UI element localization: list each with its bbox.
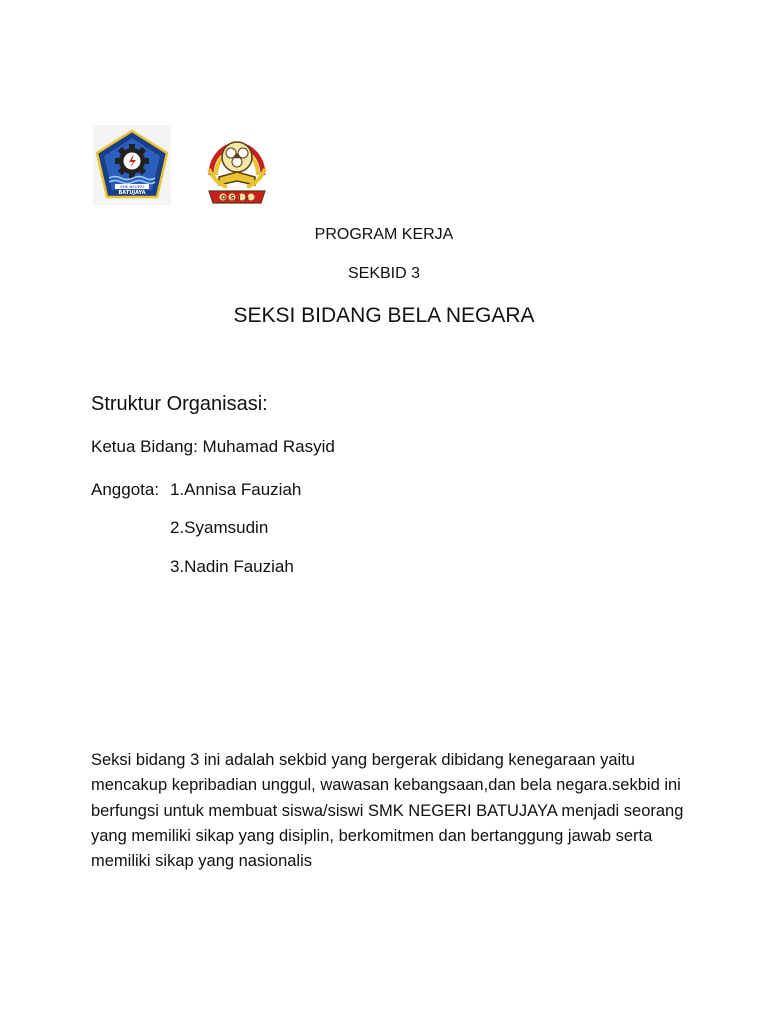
program-kerja-heading: PROGRAM KERJA [314, 226, 454, 243]
osis-logo-text: OSIS [221, 194, 253, 202]
page-title: SEKSI BIDANG BELA NEGARA [233, 304, 535, 327]
member-item: 1.Annisa Fauziah [170, 480, 302, 499]
osis-logo [197, 125, 277, 207]
sekbid-heading: SEKBID 3 [347, 265, 421, 282]
smk-logo-text-2: BATUJAYA [118, 190, 146, 196]
description-paragraph: Seksi bidang 3 ini adalah sekbid yang bergerak dibidang kenegaraan yaitu mencakup kepribadian unggul, wawasan kebangsaan,dan bela negara.sekbid ini berfungsi untuk membuat siswa/siswi SMK NEGERI BATUJAYA menjadi seorang yang memiliki sikap yang disiplin, berkomitmen dan bertanggung jawab serta memiliki sikap yang nasionalis [91, 751, 684, 871]
smk-logo-text-1: SMK NEGERI [120, 183, 144, 189]
anggota-label: Anggota: [91, 480, 160, 499]
member-item: 3.Nadin Fauziah [170, 557, 294, 576]
struktur-heading: Struktur Organisasi: [91, 393, 268, 415]
ketua-bidang-line: Ketua Bidang: Muhamad Rasyid [91, 437, 335, 456]
smk-negeri-batujaya-logo [93, 125, 171, 205]
member-item: 2.Syamsudin [170, 518, 269, 537]
logo-row [93, 125, 293, 207]
